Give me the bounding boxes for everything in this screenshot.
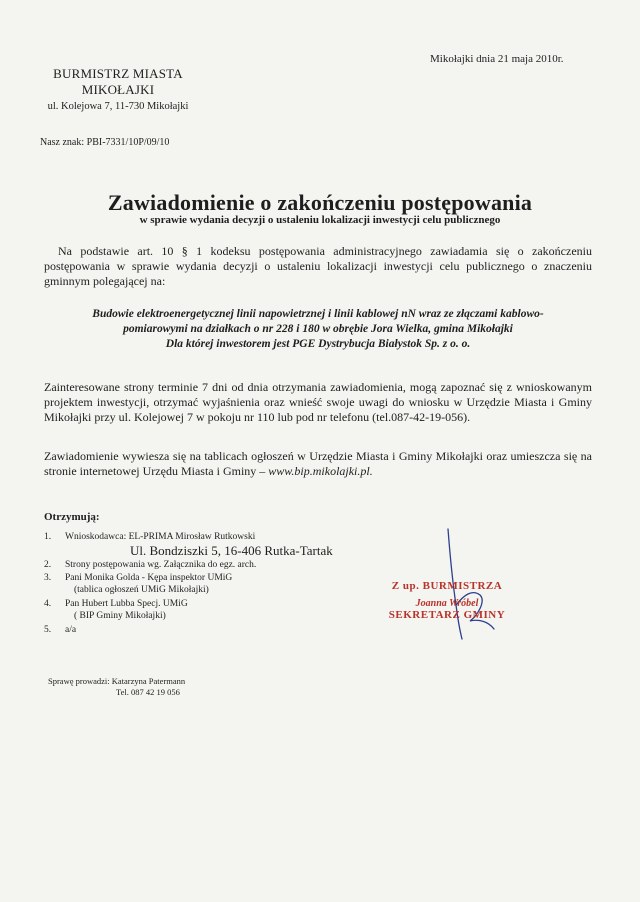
paragraph-legal-basis: Na podstawie art. 10 § 1 kodeksu postępowania administracyjnego zawiadamia się o zakończeniu postępowania w sprawie wydania decyzji o ustaleniu lokalizacji inwestycji celu publicznego o znaczeniu gminnym polegającej na: xyxy=(44,244,592,288)
document-title: Zawiadomienie o zakończeniu postępowania xyxy=(107,190,533,215)
recipient-item xyxy=(44,624,344,636)
applicant-address: Ul. Bondziszki 5, 16-406 Rutka-Tartak xyxy=(130,543,333,558)
clerk-name: Sprawę prowadzi: Katarzyna Patermann xyxy=(48,676,186,686)
clerk-info xyxy=(48,676,185,698)
issuer-address: ul. Kolejowa 7, 11-730 Mikołajki xyxy=(47,101,189,112)
recipient-number: 5. xyxy=(44,625,52,635)
reference-number: Nasz znak: PBI-7331/10P/09/10 xyxy=(40,137,170,148)
recipient-item xyxy=(44,572,344,596)
recipient-text: Strony postępowania wg. Załącznika do egz. arch. xyxy=(65,560,257,570)
project-line-2: pomiarowymi na działkach o nr 228 i 180 w obrębie Jora Wielka, gmina Mikołajki xyxy=(123,323,513,335)
bip-website: www.bip.mikolajki.pl. xyxy=(268,464,373,478)
recipient-item xyxy=(44,598,344,622)
stamp-signatory-name: Joanna Wróbel xyxy=(415,598,479,609)
official-stamp xyxy=(362,580,532,621)
recipient-text: a/a xyxy=(65,625,77,635)
project-line-3: Dla której inwestorem jest PGE Dystrybucja Białystok Sp. z o. o. xyxy=(165,338,471,350)
stamp-line-3: SEKRETARZ GMINY xyxy=(388,609,506,621)
issuer-block xyxy=(28,66,208,112)
recipient-item xyxy=(44,531,344,543)
publication-text: Zawiadomienie wywiesza się na tablicach ogłoszeń w Urzędzie Miasta i Gminy Mikołajki oraz umieszcza się na stronie internetowej Urzędu Miasta i Gminy – xyxy=(44,449,592,478)
recipient-number: 2. xyxy=(44,560,52,570)
recipient-number: 4. xyxy=(44,599,52,609)
recipient-number: 1. xyxy=(44,532,52,542)
stamp-line-1: Z up. BURMISTRZA xyxy=(391,580,503,592)
recipient-text: Pani Monika Golda - Kępa inspektor UMiG xyxy=(65,573,233,583)
recipient-subtext: (tablica ogłoszeń UMiG Mikołajki) xyxy=(74,585,209,595)
recipient-number: 3. xyxy=(44,573,52,583)
recipient-text: Wnioskodawca: EL-PRIMA Mirosław Rutkowski xyxy=(65,532,256,542)
document-subtitle: w sprawie wydania decyzji o ustaleniu lokalizacji inwestycji celu publicznego xyxy=(139,214,501,226)
document-date: Mikołajki dnia 21 maja 2010r. xyxy=(430,53,564,65)
issuer-line-2: MIKOŁAJKI xyxy=(81,82,155,97)
recipient-subtext: ( BIP Gminy Mikołajki) xyxy=(74,611,166,621)
paragraph-parties-notice: Zainteresowane strony terminie 7 dni od dnia otrzymania zawiadomienia, mogą zapoznać się z wnioskowanym projektem inwestycji, otrzymać wyjaśnienia oraz wnieść swoje uwagi do wniosku w Urzędzie Miasta i Gminy Mikołajki przy ul. Kolejowej 7 w pokoju nr 110 lub pod nr telefonu (tel.087-42-19-056). xyxy=(44,380,592,424)
project-description xyxy=(44,307,592,352)
recipients-heading: Otrzymują: xyxy=(44,511,100,523)
recipient-item xyxy=(44,559,344,571)
paragraph-publication xyxy=(44,449,592,479)
clerk-phone: Tel. 087 42 19 056 xyxy=(116,687,180,697)
project-line-1: Budowie elektroenergetycznej linii napowietrznej i linii kablowej nN wraz ze złączami kablowo- xyxy=(92,308,544,320)
issuer-line-1: BURMISTRZ MIASTA xyxy=(53,66,183,81)
recipient-text: Pan Hubert Lubba Specj. UMiG xyxy=(65,599,188,609)
